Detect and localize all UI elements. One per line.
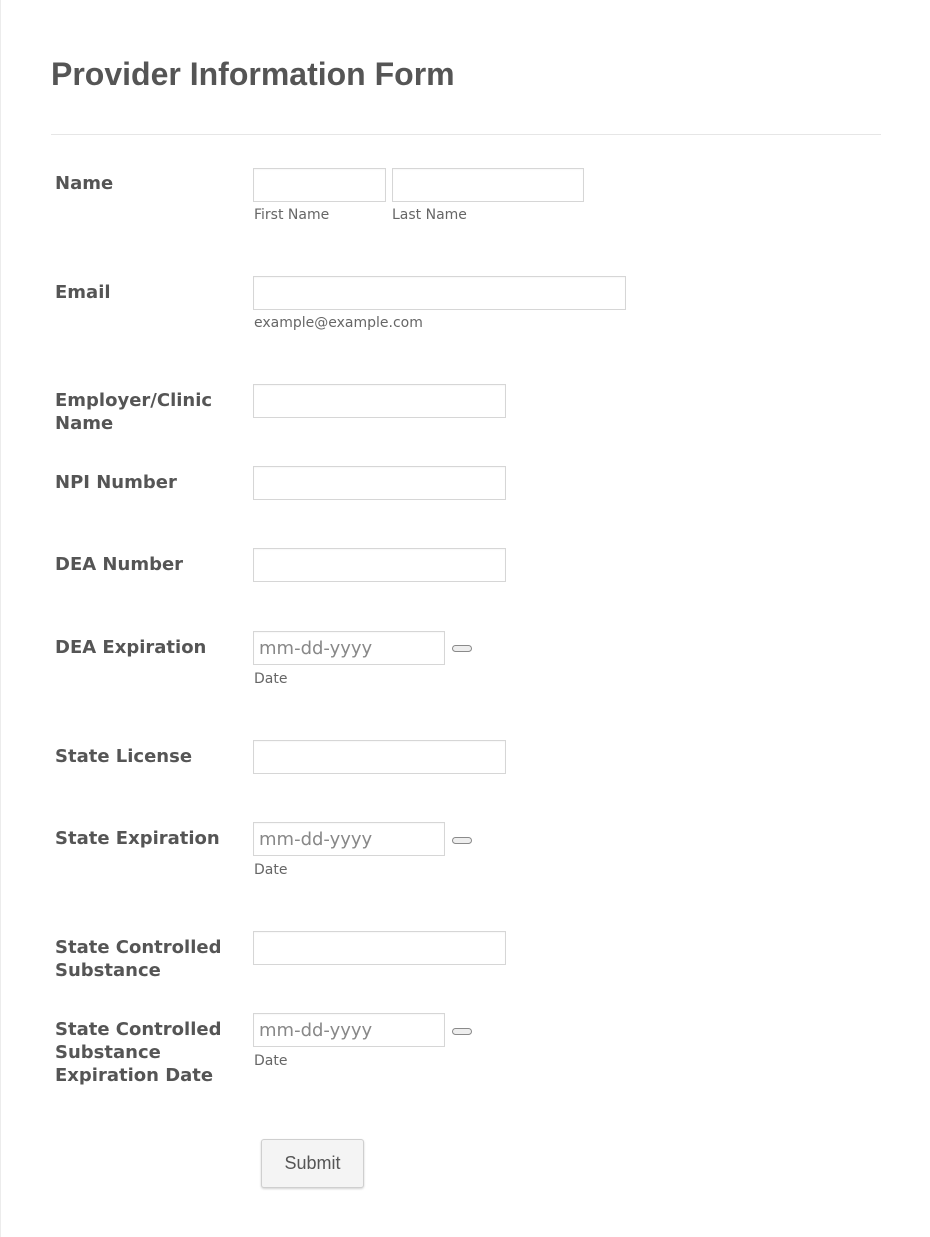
- state-expiration-label: State Expiration: [55, 828, 220, 849]
- employer-label-line2: Name: [55, 413, 114, 434]
- email-label: Email: [55, 282, 111, 303]
- employer-label: [55, 389, 235, 435]
- calendar-picker-icon[interactable]: [452, 1028, 472, 1035]
- state-controlled-label: [55, 936, 235, 982]
- state-controlled-input[interactable]: [253, 931, 506, 965]
- first-name-input[interactable]: [253, 168, 386, 202]
- npi-label: NPI Number: [55, 472, 177, 493]
- state-controlled-exp-sublabel: Date: [254, 1053, 288, 1069]
- title-divider: [51, 134, 881, 135]
- last-name-sublabel: Last Name: [392, 207, 467, 223]
- dea-expiration-date-input[interactable]: [253, 631, 445, 665]
- state-controlled-exp-date-input[interactable]: [253, 1013, 445, 1047]
- dea-expiration-label: DEA Expiration: [55, 637, 207, 658]
- state-controlled-exp-label: [55, 1018, 235, 1087]
- state-controlled-exp-label-line3: Expiration Date: [55, 1065, 214, 1086]
- email-sublabel: example@example.com: [254, 315, 423, 331]
- dea-number-input[interactable]: [253, 548, 506, 582]
- dea-expiration-sublabel: Date: [254, 671, 288, 687]
- name-label: Name: [55, 173, 114, 194]
- state-controlled-label-line1: State Controlled: [55, 937, 222, 958]
- state-license-input[interactable]: [253, 740, 506, 774]
- state-controlled-exp-label-line2: Substance: [55, 1042, 161, 1063]
- state-expiration-sublabel: Date: [254, 862, 288, 878]
- employer-input[interactable]: [253, 384, 506, 418]
- calendar-picker-icon[interactable]: [452, 645, 472, 652]
- state-license-label: State License: [55, 746, 193, 767]
- state-expiration-date-input[interactable]: [253, 822, 445, 856]
- first-name-sublabel: First Name: [254, 207, 330, 223]
- last-name-input[interactable]: [392, 168, 584, 202]
- dea-number-label: DEA Number: [55, 554, 184, 575]
- state-controlled-exp-label-line1: State Controlled: [55, 1019, 222, 1040]
- calendar-picker-icon[interactable]: [452, 837, 472, 844]
- page-title: Provider Information Form: [51, 56, 455, 92]
- submit-button[interactable]: Submit: [261, 1139, 364, 1188]
- npi-input[interactable]: [253, 466, 506, 500]
- employer-label-line1: Employer/Clinic: [55, 390, 213, 411]
- state-controlled-label-line2: Substance: [55, 960, 161, 981]
- email-input[interactable]: [253, 276, 626, 310]
